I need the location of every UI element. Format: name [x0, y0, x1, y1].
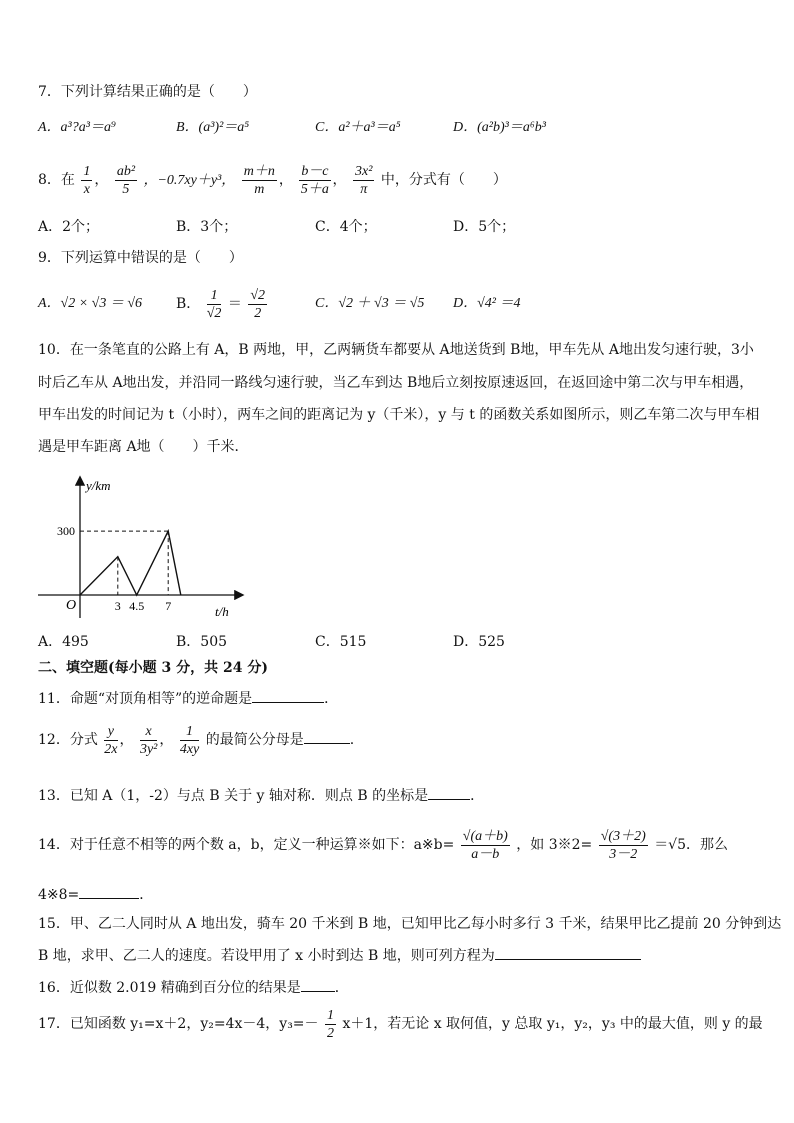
q14-prefix: 14．对于任意不相等的两个数 a，b，定义一种运算※如下：a※b=	[38, 837, 455, 853]
q7-option-b: B．(a³)²＝a⁵	[176, 120, 250, 135]
q14-example-fraction: $\frac{√(3+2)}{3-2}$	[600, 828, 646, 862]
q14	[38, 823, 728, 867]
q9-option-c: C．√2 ＋ √3 ＝ √5	[315, 296, 425, 311]
q8-fraction-4: $\frac{b-c}{5+a}$	[300, 163, 329, 197]
q8-fraction-2: $\frac{\text{ab²}}{5}$	[116, 163, 136, 197]
q11-text: 11．命题“对顶角相等”的逆命题是	[38, 691, 253, 707]
q10-line-4: 遇是甲车距离 A地（ ）千米．	[38, 439, 249, 455]
q15-line-2-text: B 地，求甲、乙二人的速度。若设甲用了 x 小时到达 B 地，则可列方程为	[38, 948, 495, 964]
q10-line-1: 10．在一条笔直的公路上有 A，B 两地，甲，乙两辆货车都要从 A地送货到 B地，甲车先从 A地出发匀速行驶，3小	[38, 342, 754, 358]
q12	[38, 718, 354, 762]
q8-sep-2: ，	[278, 172, 293, 188]
q12-sep-1: ，	[119, 732, 134, 748]
q8-option-d: D．5个；	[453, 219, 516, 235]
x-tick-4.5: 4.5	[129, 599, 145, 613]
q8-fraction-1: $\frac{1}{x}$	[83, 163, 91, 197]
q13-text: 13．已知 A（1，-2）与点 B 关于 y 轴对称．则点 B 的坐标是	[38, 788, 429, 804]
q11	[38, 688, 338, 709]
q8-sep-3: ，	[332, 172, 347, 188]
q7-option-d: D．(a²b)³＝a⁶b³	[453, 120, 546, 135]
q8-prefix: 8．在	[38, 172, 75, 188]
q14-end: ．	[139, 887, 154, 903]
q9-option-d: D．√4² ＝4	[453, 296, 521, 311]
q8-stem	[38, 160, 507, 201]
q14-middle: ，如 3※2=	[516, 837, 593, 853]
q9-option-b-lhs: $\frac{1}{√2}$	[206, 287, 222, 321]
q12-fraction-3: $\frac{1}{4xy}$	[179, 723, 200, 757]
q10-option-c: C．515	[315, 634, 367, 650]
q17	[38, 1002, 763, 1046]
q12-answer-blank[interactable]	[304, 729, 350, 744]
q10-option-d: D．525	[453, 634, 505, 650]
q14-definition-fraction: $\frac{√(a+b)}{a-b}$	[462, 828, 508, 862]
q15-line-1: 15．甲、乙二人同时从 A 地出发，骑车 20 千米到 B 地，已知甲比乙每小时多行 3 千米，结果甲比乙提前 20 分钟到达	[38, 916, 782, 932]
q14-line-2	[38, 884, 153, 905]
q9-option-b-label: B．	[176, 296, 201, 312]
q16-end: ．	[334, 980, 349, 996]
q8-middle-terms: ，−0.7xy＋y³，	[143, 173, 236, 188]
q12-sep-2: ，	[159, 732, 174, 748]
q9-option-a: A．√2 × √3 ＝ √6	[38, 296, 143, 311]
q14-answer-blank[interactable]	[79, 884, 139, 899]
section-2-title: 二、填空题(每小题 3 分，共 24 分)	[38, 660, 268, 676]
q10-line-2: 时后乙车从 A地出发，并沿同一路线匀速行驶，当乙车到达 B地后立刻按原速返回，在返回途中第二次与甲车相遇，	[38, 375, 754, 391]
q11-answer-blank[interactable]	[252, 688, 324, 703]
x-tick-7: 7	[165, 599, 172, 613]
q8-sep-1: ，	[94, 172, 109, 188]
distance-time-graph	[30, 472, 250, 622]
q17-fraction: $\frac{1}{2}$	[327, 1007, 334, 1041]
q8-fraction-5: $\frac{\text{3x²}}{\pi}$	[354, 163, 373, 197]
q8-option-b: B．3个；	[176, 219, 238, 235]
q9-option-b-rhs: $\frac{√2}{2}$	[250, 287, 266, 321]
q15-answer-blank[interactable]	[495, 945, 641, 960]
origin-label: O	[66, 598, 77, 613]
q17-prefix: 17．已知函数 y₁=x＋2，y₂=4x－4，y₃=－	[38, 1016, 319, 1032]
q7-stem: 7．下列计算结果正确的是（ ）	[38, 84, 257, 100]
q9-stem: 9．下列运算中错误的是（ ）	[38, 250, 243, 266]
x-axis-label: t/h	[215, 604, 229, 619]
q12-prefix: 12．分式	[38, 732, 98, 748]
q14-line-2-text: 4※8=	[38, 887, 80, 903]
q13-answer-blank[interactable]	[428, 785, 470, 800]
q8-option-a: A．2个；	[38, 219, 100, 235]
q17-suffix: x＋1，若无论 x 取何值，y 总取 y₁，y₂，y₃ 中的最大值，则 y 的最	[342, 1016, 763, 1032]
q9-option-b	[176, 282, 269, 326]
q11-end: ．	[324, 691, 339, 707]
q13-end: ．	[470, 788, 485, 804]
q10-line-3: 甲车出发的时间记为 t（小时），两车之间的距离记为 y（千米），y 与 t 的函数关系如图所示，则乙车第二次与甲车相	[38, 407, 760, 423]
q8-option-c: C．4个；	[315, 219, 377, 235]
q10-option-a: A．495	[38, 634, 89, 650]
q13	[38, 785, 484, 806]
q7-option-c: C．a²＋a³＝a⁵	[315, 120, 401, 135]
q10-option-b: B．505	[176, 634, 228, 650]
q8-suffix: 中，分式有（ ）	[380, 172, 507, 188]
q12-end: .	[349, 732, 355, 748]
y-tick-300: 300	[57, 524, 75, 539]
q15-line-2	[38, 945, 641, 966]
y-axis-label: y/km	[86, 478, 111, 493]
q9-option-b-equals: ＝	[227, 296, 242, 312]
q8-fraction-3: $\frac{m+n}{m}$	[243, 163, 275, 197]
x-tick-3: 3	[114, 599, 121, 613]
q12-fraction-1: $\frac{y}{2x}$	[104, 723, 118, 757]
graph-polyline	[80, 531, 181, 595]
q7-option-a: A．a³?a³＝a⁹	[38, 120, 116, 135]
q12-suffix: 的最简公分母是	[205, 732, 304, 748]
q16	[38, 977, 349, 998]
q12-fraction-2: $\frac{x}{\text{3y²}}$	[139, 723, 158, 757]
q16-text: 16．近似数 2.019 精确到百分位的结果是	[38, 980, 301, 996]
q14-example-result: ＝√5．那么	[654, 837, 729, 853]
q16-answer-blank[interactable]	[301, 977, 335, 992]
